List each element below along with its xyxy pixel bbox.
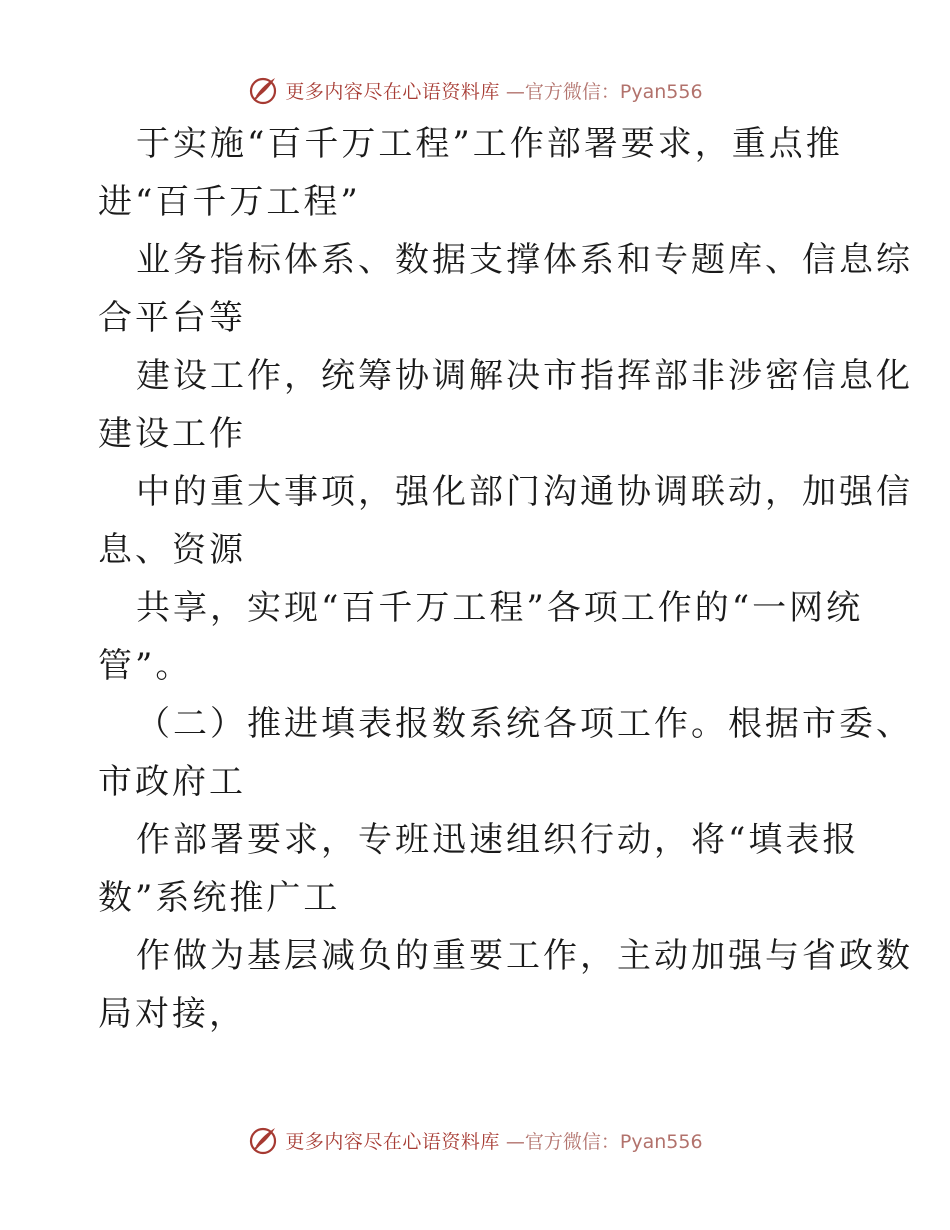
paragraph-line: 作做为基层减负的重要工作，主动加强与省政数 [136,936,913,976]
paragraph-line: 合平台等 [98,298,246,338]
paragraph-line: 市政府工 [98,762,246,802]
paragraph-line: 建设工作 [98,414,246,454]
paragraph-line: 作部署要求，专班迅速组织行动，将“填表报 [136,820,860,860]
watermark-text: 更多内容尽在心语资料库 [285,80,500,103]
header-watermark [0,70,950,110]
paragraph-line: 息、资源 [98,530,246,570]
paragraph-line: 于实施“百千万工程”工作部署要求，重点推 [136,124,843,164]
paragraph-line: 管”。 [98,646,193,686]
watermark-contact: —官方微信：Pyan556 [505,80,703,103]
paragraph-line: 数”系统推广工 [98,878,341,918]
paragraph-line: （二）推进填表报数系统各项工作。根据市委、 [136,704,913,744]
watermark-contact: —官方微信：Pyan556 [505,1130,703,1153]
quill-logo-icon [247,74,279,106]
paragraph-line: 业务指标体系、数据支撑体系和专题库、信息综 [136,240,913,280]
document-body [98,115,913,1043]
footer-watermark [0,1120,950,1160]
watermark-text: 更多内容尽在心语资料库 [285,1130,500,1153]
paragraph-line: 中的重大事项，强化部门沟通协调联动，加强信 [136,472,913,512]
quill-logo-icon [247,1124,279,1156]
paragraph-line: 局对接， [98,994,246,1034]
paragraph-line: 建设工作，统筹协调解决市指挥部非涉密信息化 [136,356,913,396]
paragraph-line: 进“百千万工程” [98,182,361,222]
paragraph-line: 共享，实现“百千万工程”各项工作的“一网统 [136,588,864,628]
